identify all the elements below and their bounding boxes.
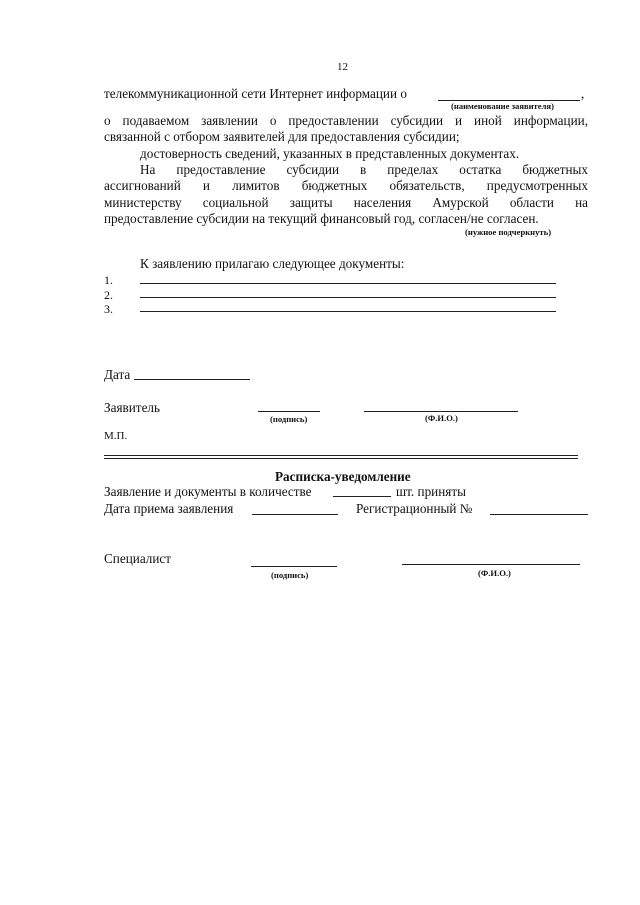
paragraph-line-2: о подаваемом заявлении о предоставлении субсидии и иной информации, — [104, 113, 588, 128]
date-label: Дата — [104, 367, 131, 382]
receipt-date-blank[interactable] — [252, 514, 338, 515]
fio-note: (Ф.И.О.) — [425, 413, 458, 423]
receipt-date-label: Дата приема заявления — [104, 501, 234, 516]
specialist-signature-blank[interactable] — [251, 566, 337, 567]
paragraph-line-1: телекоммуникационной сети Интернет информации о — [104, 86, 407, 101]
separator-line-top — [104, 455, 578, 456]
date-blank[interactable] — [134, 379, 250, 380]
paragraph-line-6: ассигнований и лимитов бюджетных обязательств, предусмотренных — [104, 178, 588, 193]
specialist-label: Специалист — [104, 551, 172, 566]
stamp-label: М.П. — [104, 430, 128, 442]
paragraph-line-5: На предоставление субсидии в пределах остатка бюджетных — [140, 162, 588, 177]
separator-line-bottom — [104, 458, 578, 459]
attachment-number-1: 1. — [104, 273, 113, 287]
receipt-reg-blank[interactable] — [490, 514, 588, 515]
receipt-reg-label: Регистрационный № — [356, 501, 473, 516]
applicant-signature-blank[interactable] — [258, 411, 320, 412]
attachments-intro: К заявлению прилагаю следующее документы: — [140, 256, 405, 271]
attachment-number-2: 2. — [104, 288, 113, 302]
receipt-title: Расписка-уведомление — [275, 469, 411, 484]
applicant-fio-blank[interactable] — [364, 411, 518, 412]
comma: , — [581, 86, 585, 101]
receipt-count-blank[interactable] — [333, 496, 391, 497]
attachment-blank-2[interactable] — [140, 297, 556, 298]
applicant-label: Заявитель — [104, 400, 161, 415]
paragraph-line-4: достоверность сведений, указанных в представленных документах. — [140, 146, 520, 161]
paragraph-line-3: связанной с отбором заявителей для предоставления субсидии; — [104, 129, 460, 144]
note-applicant-name: (наименование заявителя) — [451, 101, 554, 111]
page-number: 12 — [337, 61, 348, 73]
paragraph-line-7: министерству социальной защиты населения Амурской области на — [104, 195, 588, 210]
receipt-count-text: Заявление и документы в количестве — [104, 484, 312, 499]
specialist-fio-note: (Ф.И.О.) — [478, 568, 511, 578]
attachment-blank-3[interactable] — [140, 311, 556, 312]
attachment-blank-1[interactable] — [140, 283, 556, 284]
note-underline: (нужное подчеркнуть) — [465, 227, 552, 237]
specialist-signature-note: (подпись) — [271, 570, 309, 580]
receipt-count-suffix: шт. приняты — [396, 484, 466, 499]
paragraph-line-8: предоставление субсидии на текущий финансовый год, согласен/не согласен. — [104, 211, 539, 226]
signature-note: (подпись) — [270, 414, 308, 424]
specialist-fio-blank[interactable] — [402, 564, 580, 565]
attachment-number-3: 3. — [104, 302, 113, 316]
